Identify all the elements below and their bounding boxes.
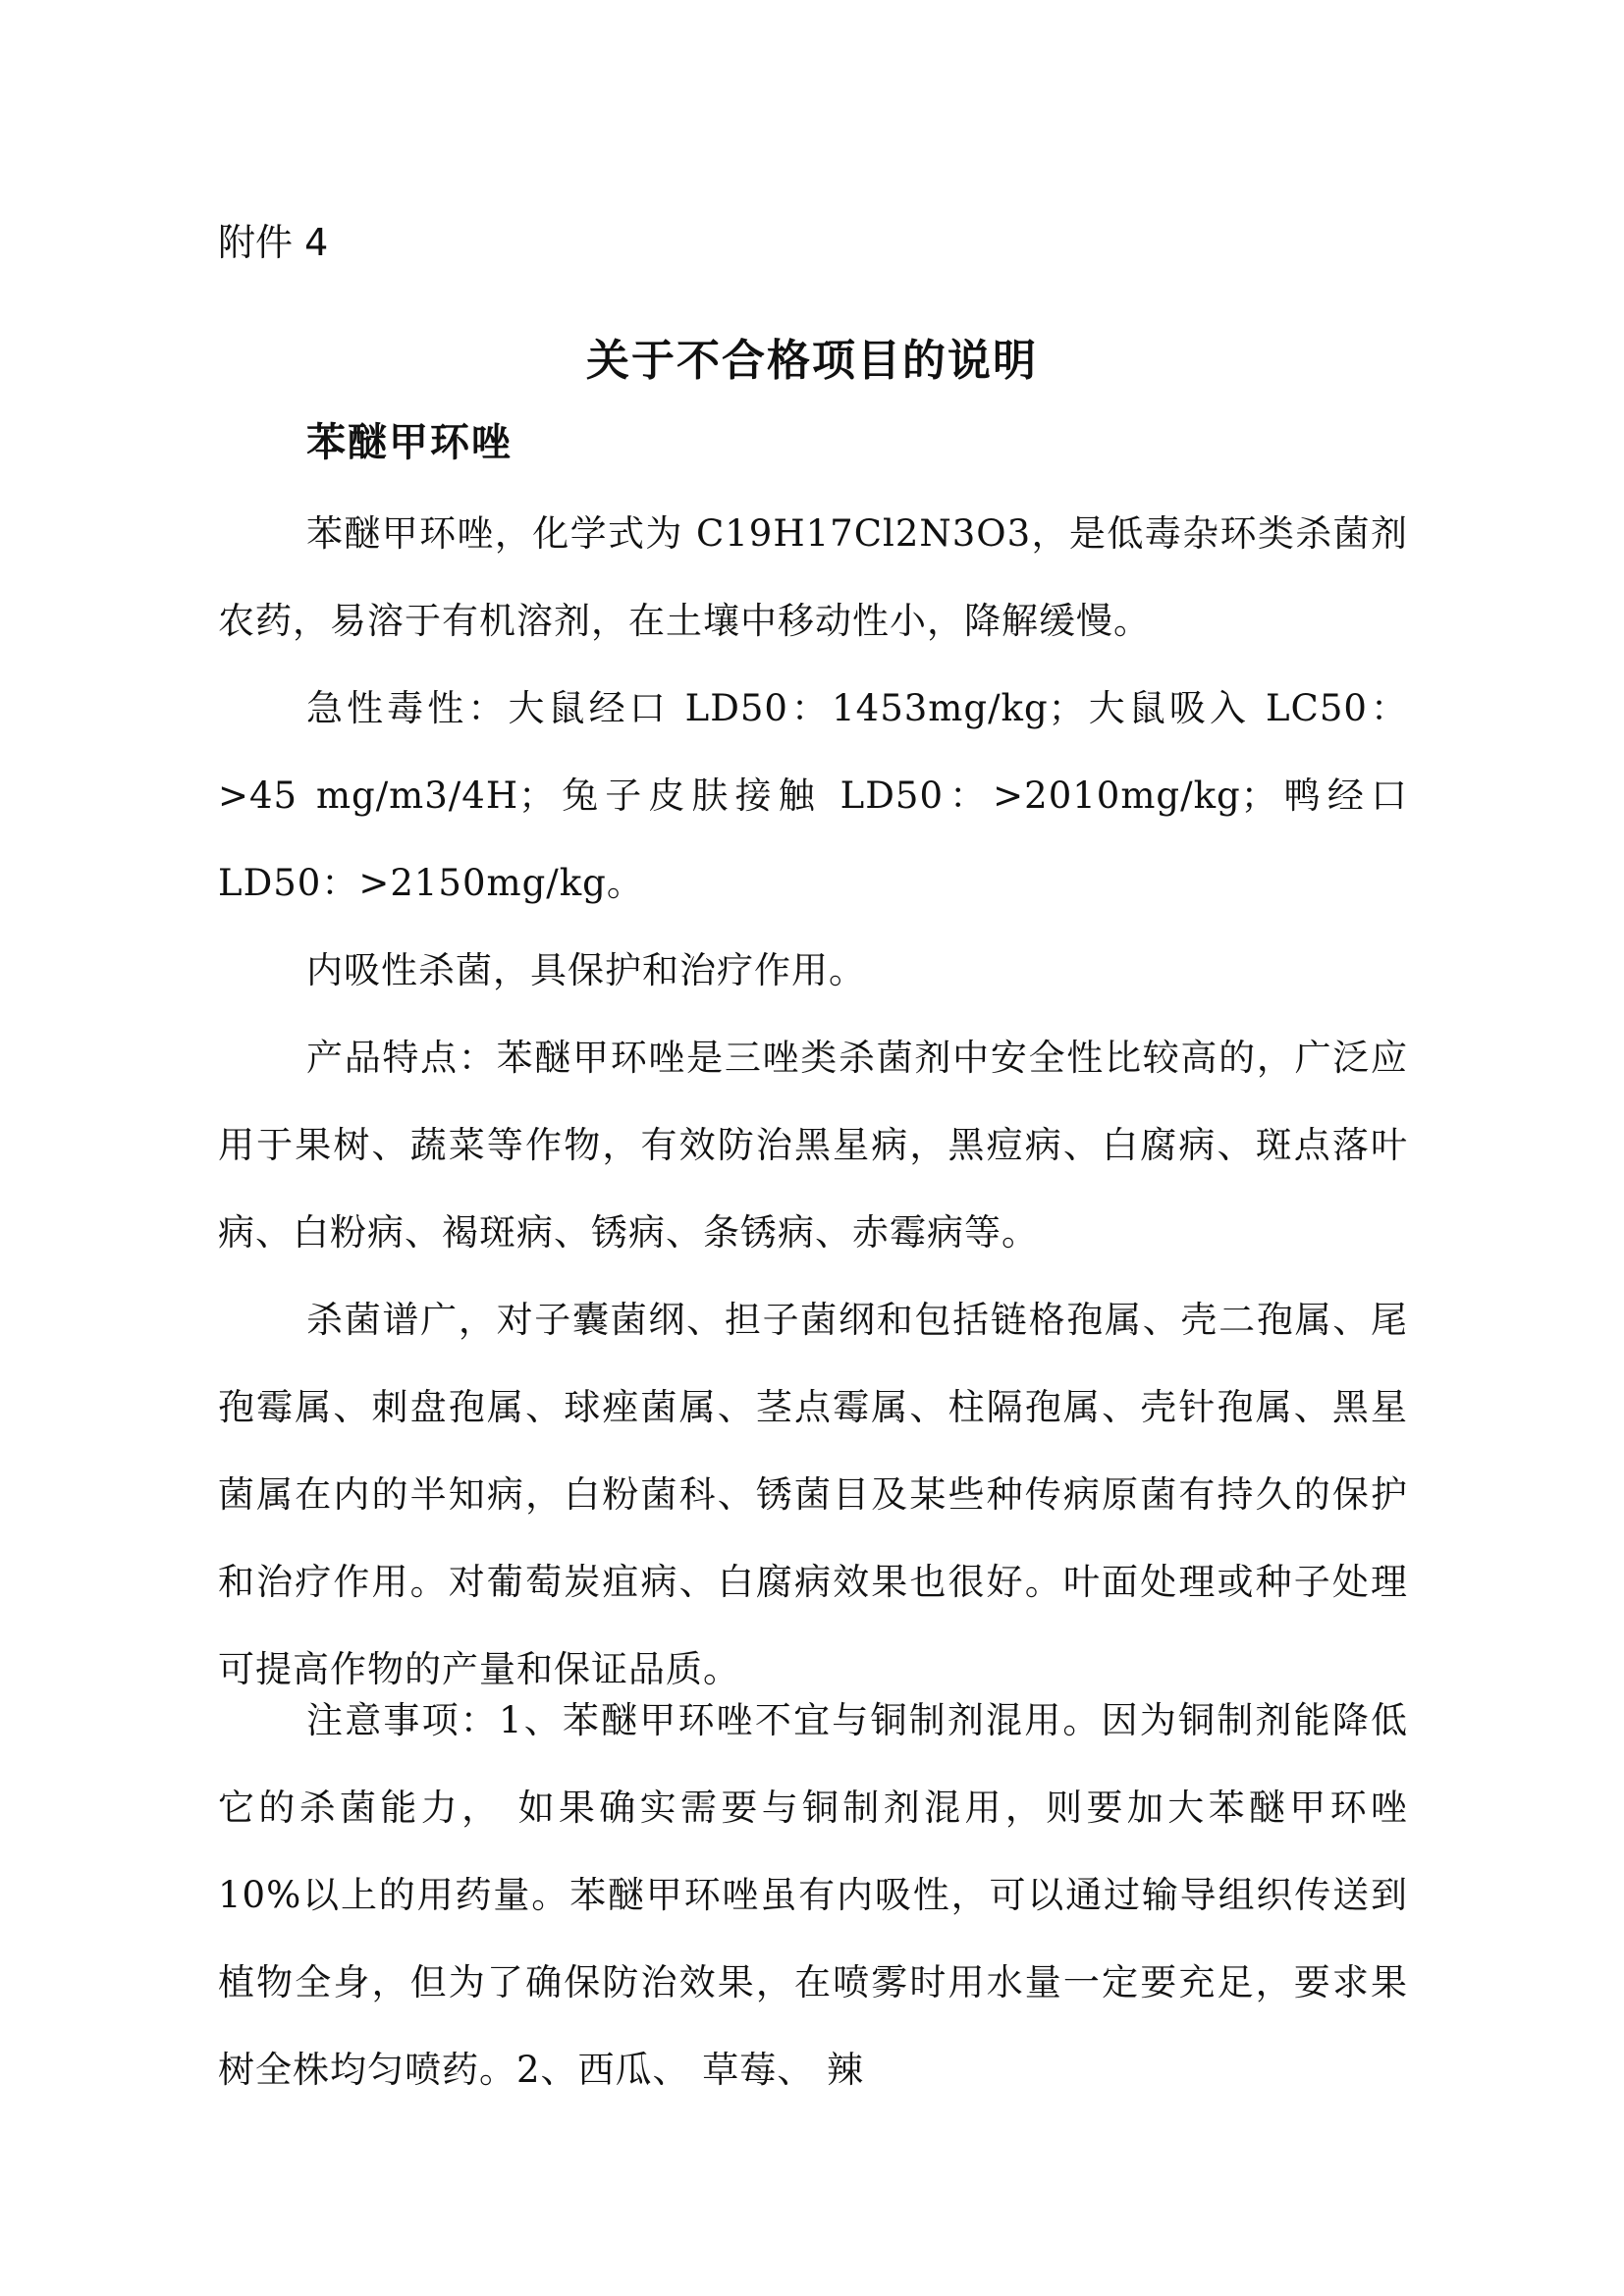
attachment-label: 附件 4	[218, 221, 329, 264]
body-text-block-precautions	[218, 1677, 1408, 2113]
paragraph-acute-toxicity: 急性毒性：大鼠经口 LD50：1453mg/kg；大鼠吸入 LC50：>45 mg/m3/4H；兔子皮肤接触 LD50：>2010mg/kg；鸭经口 LD50：>2150mg/kg。	[218, 687, 1408, 904]
paragraph-precautions: 注意事项：1、苯醚甲环唑不宜与铜制剂混用。因为铜制剂能降低它的杀菌能力， 如果确实需要与铜制剂混用，则要加大苯醚甲环唑 10%以上的用药量。苯醚甲环唑虽有内吸性，可以通过输导组织传送到植物全身，但为了确保防治效果，在喷雾时用水量一定要充足，要求果树全株均匀喷药。2、西瓜、 草莓、 辣	[218, 1699, 1408, 2091]
document-title: 关于不合格项目的说明	[586, 336, 1038, 386]
paragraph-chemical-formula: 苯醚甲环唑，化学式为 C19H17Cl2N3O3，是低毒杂环类杀菌剂农药，易溶于有机溶剂，在土壤中移动性小，降解缓慢。	[218, 512, 1408, 642]
paragraph-spectrum: 杀菌谱广，对子囊菌纲、担子菌纲和包括链格孢属、壳二孢属、尾孢霉属、刺盘孢属、球痤菌属、茎点霉属、柱隔孢属、壳针孢属、黑星菌属在内的半知病，白粉菌科、锈菌目及某些种传病原菌有持久的保护和治疗作用。对葡萄炭疽病、白腐病效果也很好。叶面处理或种子处理可提高作物的产量和保证品质。	[218, 1299, 1408, 1690]
body-text-block	[218, 490, 1408, 1713]
paragraph-systemic-action: 内吸性杀菌，具保护和治疗作用。	[306, 949, 866, 991]
section-heading: 苯醚甲环唑	[306, 420, 513, 465]
paragraph-product-features: 产品特点：苯醚甲环唑是三唑类杀菌剂中安全性比较高的，广泛应用于果树、蔬菜等作物，有效防治黑星病，黑痘病、白腐病、斑点落叶病、白粉病、褐斑病、锈病、条锈病、赤霉病等。	[218, 1037, 1408, 1254]
